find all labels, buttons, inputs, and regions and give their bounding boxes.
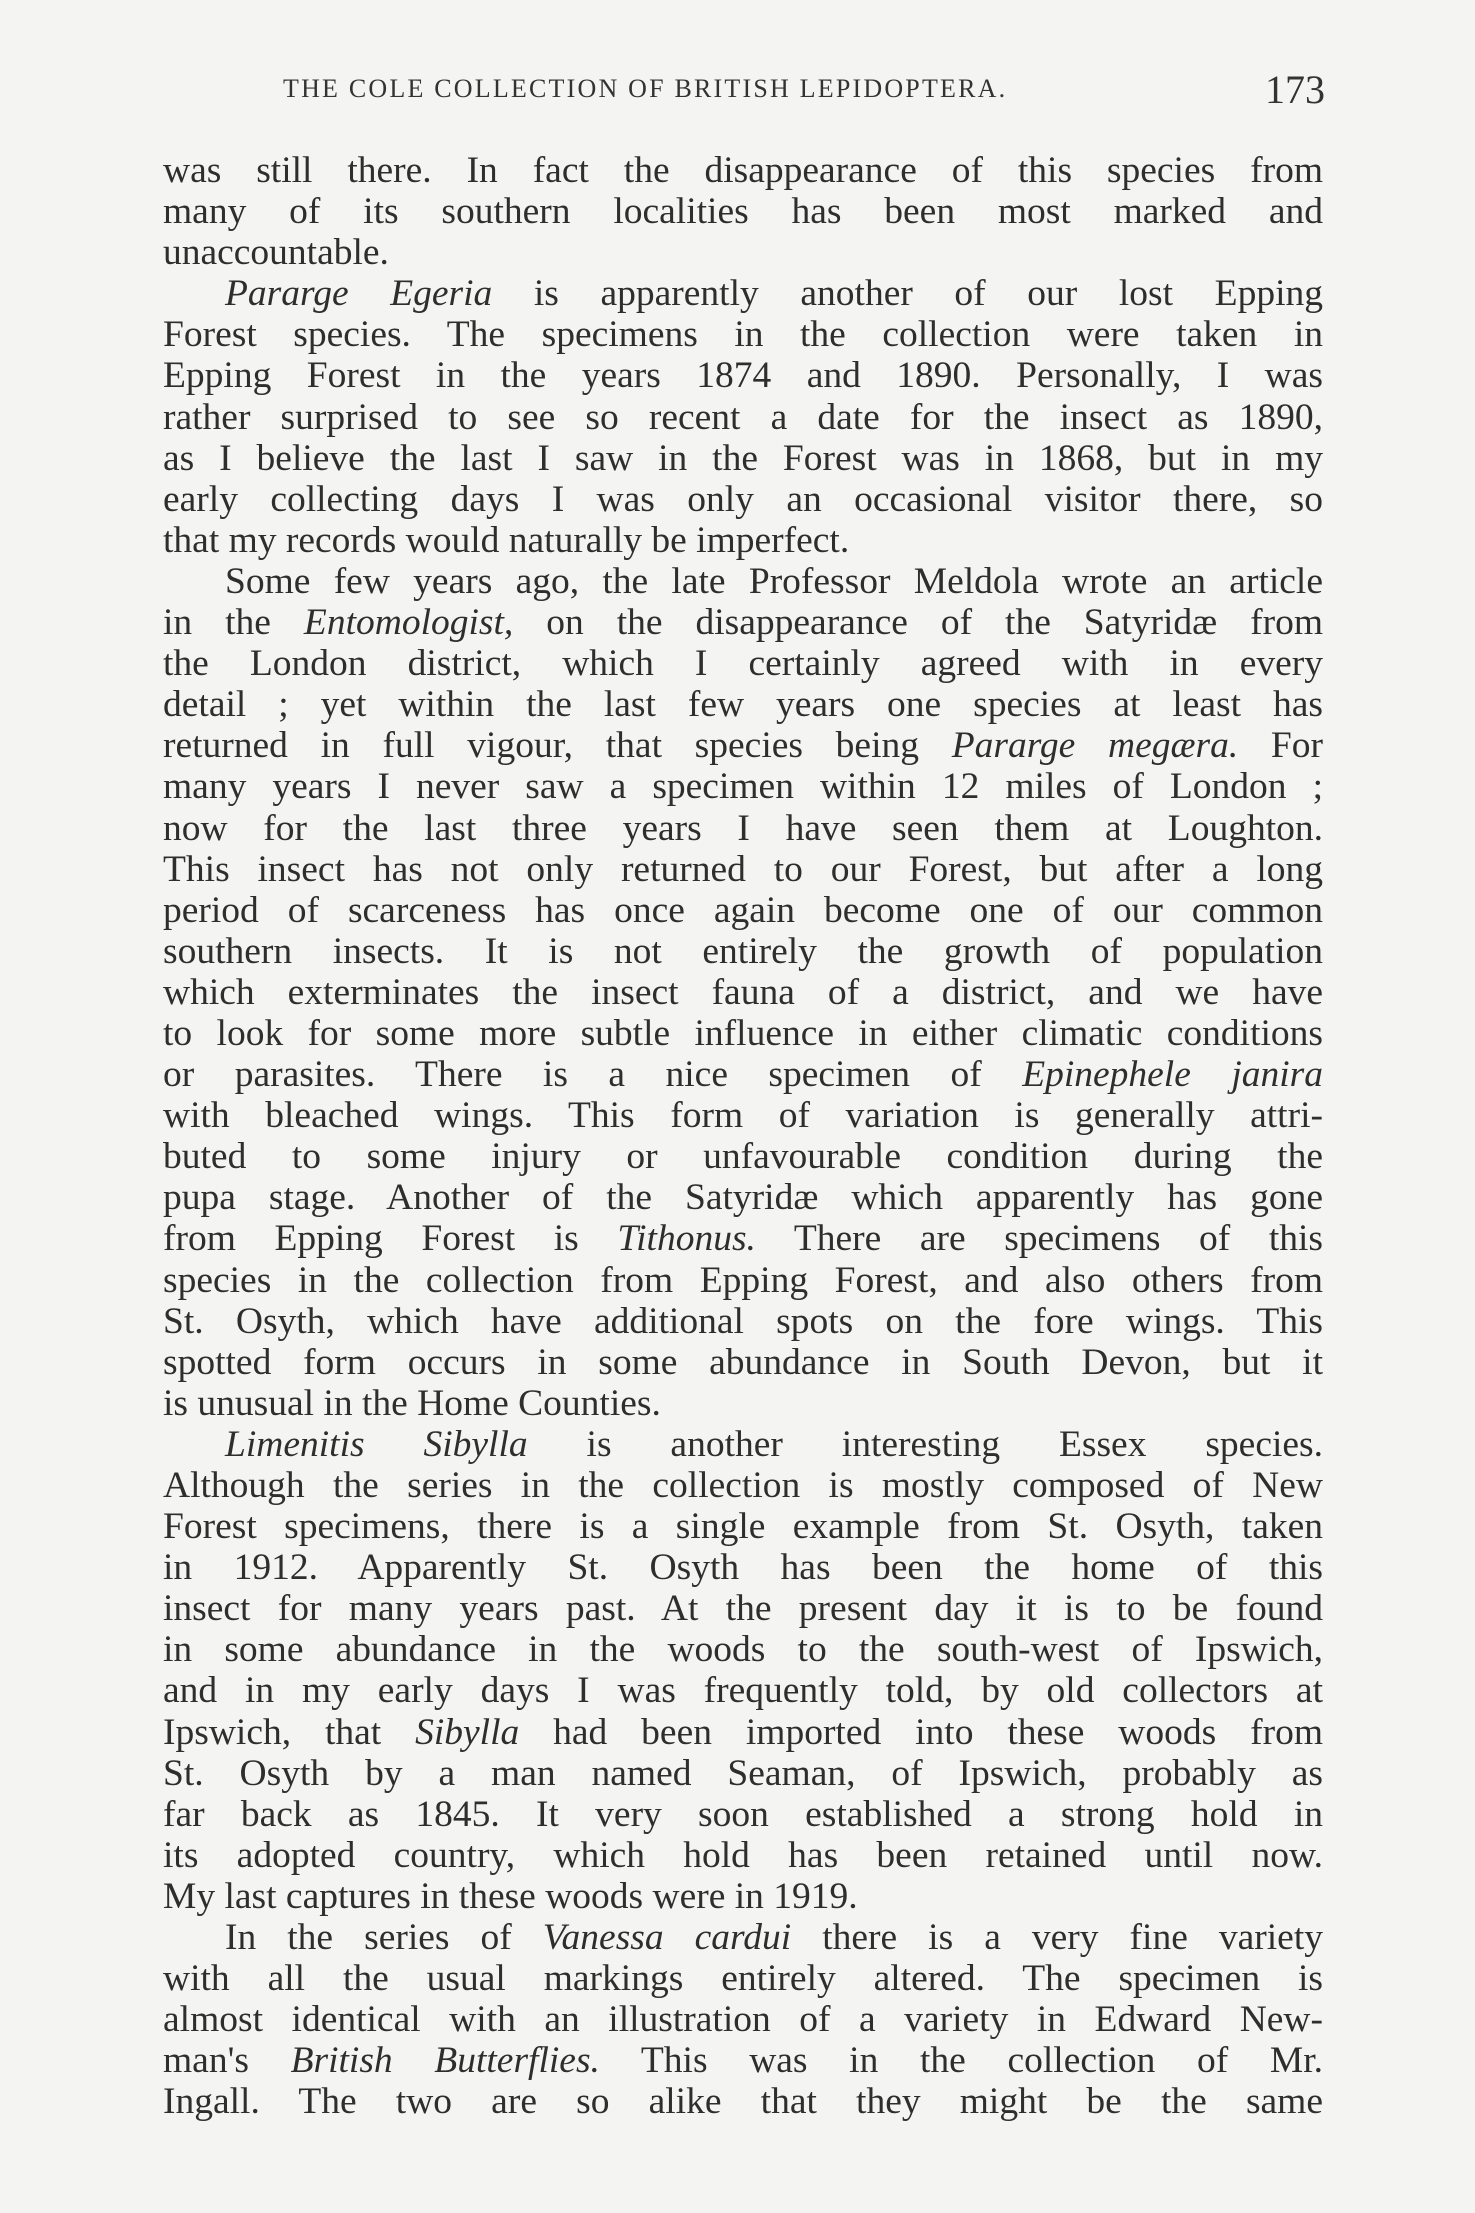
text-line: southern insects. It is not entirely the growth of population bbox=[163, 930, 1323, 972]
book-title: British Butterflies. bbox=[290, 2040, 600, 2082]
text-line: insect for many years past. At the present day it is to be found bbox=[163, 1588, 1323, 1630]
page-number: 173 bbox=[1265, 67, 1325, 112]
text-line: man's British Butterflies. This was in the collection of Mr. bbox=[163, 2040, 1323, 2082]
body-text bbox=[163, 150, 1323, 2123]
text-line: pupa stage. Another of the Satyridæ which apparently has gone bbox=[163, 1177, 1323, 1219]
text-line: in the Entomologist, on the disappearance of the Satyridæ from bbox=[163, 602, 1323, 644]
text-line: or parasites. There is a nice specimen of Epinephele janira bbox=[163, 1054, 1324, 1096]
text-line: My last captures in these woods were in 1919. bbox=[163, 1875, 858, 1917]
text-line: Some few years ago, the late Professor Meldola wrote an article bbox=[225, 560, 1323, 602]
text-line: detail ; yet within the last few years one species at least has bbox=[163, 684, 1323, 726]
text-line: This insect has not only returned to our Forest, but after a long bbox=[163, 848, 1323, 890]
text-line: from Epping Forest is Tithonus. There are specimens of this bbox=[163, 1218, 1323, 1260]
text-line: Although the series in the collection is mostly composed of New bbox=[163, 1465, 1323, 1506]
text-line: Forest specimens, there is a single example from St. Osyth, taken bbox=[163, 1506, 1323, 1548]
text-line: spotted form occurs in some abundance in South Devon, but it bbox=[163, 1341, 1323, 1383]
text-line: now for the last three years I have seen them at Loughton. bbox=[163, 807, 1323, 849]
species-name: Limenitis Sibylla bbox=[225, 1423, 528, 1465]
text-line: with all the usual markings entirely altered. The specimen is bbox=[163, 1958, 1323, 2000]
text-line: to look for some more subtle influence in either climatic conditions bbox=[163, 1012, 1323, 1054]
text-line: species in the collection from Epping Forest, and also others from bbox=[163, 1259, 1323, 1301]
species-name: Tithonus. bbox=[617, 1218, 756, 1260]
text-line: as I believe the last I saw in the Forest was in 1868, but in my bbox=[163, 437, 1323, 479]
text-line: its adopted country, which hold has been retained until now. bbox=[163, 1834, 1323, 1876]
text-line: rather surprised to see so recent a date for the insect as 1890, bbox=[163, 396, 1323, 438]
species-name: Vanessa cardui bbox=[542, 1917, 792, 1959]
running-head bbox=[165, 67, 1325, 112]
text-line: which exterminates the insect fauna of a district, and we have bbox=[163, 971, 1323, 1013]
text-line: period of scarceness has once again become one of our common bbox=[163, 889, 1323, 931]
text-line: far back as 1845. It very soon established a strong hold in bbox=[163, 1793, 1323, 1835]
text-line: is unusual in the Home Counties. bbox=[163, 1382, 661, 1424]
species-name: Pararge Egeria bbox=[225, 273, 493, 315]
text-line: St. Osyth by a man named Seaman, of Ipswich, probably as bbox=[163, 1752, 1323, 1794]
text-line: Ingall. The two are so alike that they might be the same bbox=[163, 2081, 1323, 2123]
text-line: Pararge Egeria is apparently another of our lost Epping bbox=[225, 273, 1323, 315]
species-name: Pararge megæra. bbox=[951, 725, 1239, 767]
journal-name: Entomologist, bbox=[303, 602, 514, 644]
text-line: St. Osyth, which have additional spots on the fore wings. This bbox=[163, 1300, 1323, 1342]
text-line: with bleached wings. This form of variation is generally attri- bbox=[163, 1095, 1323, 1137]
text-line: Ipswich, that Sibylla had been imported into these woods from bbox=[163, 1711, 1323, 1753]
text-line: and in my early days I was frequently told, by old collectors at bbox=[163, 1670, 1323, 1712]
text-line: Epping Forest in the years 1874 and 1890. Personally, I was bbox=[163, 355, 1323, 397]
text-line: in some abundance in the woods to the south-west of Ipswich, bbox=[163, 1629, 1323, 1671]
text-line: almost identical with an illustration of a variety in Edward New- bbox=[163, 1999, 1323, 2041]
text-line: many of its southern localities has been most marked and bbox=[163, 191, 1323, 233]
text-line: buted to some injury or unfavourable condition during the bbox=[163, 1136, 1323, 1178]
text-line: early collecting days I was only an occasional visitor there, so bbox=[163, 478, 1323, 520]
text-line: Forest species. The specimens in the collection were taken in bbox=[163, 314, 1323, 356]
text-line: was still there. In fact the disappearance of this species from bbox=[163, 150, 1323, 191]
text-line: returned in full vigour, that species being Pararge megæra. For bbox=[163, 725, 1324, 767]
text-line: that my records would naturally be imperfect. bbox=[163, 519, 850, 561]
species-name: Sibylla bbox=[415, 1711, 520, 1753]
text-line: In the series of Vanessa cardui there is a very fine variety bbox=[225, 1917, 1323, 1959]
text-line: many years I never saw a specimen within 12 miles of London ; bbox=[163, 766, 1323, 808]
text-line: in 1912. Apparently St. Osyth has been the home of this bbox=[163, 1547, 1323, 1589]
text-line: unaccountable. bbox=[163, 232, 389, 274]
species-name: Epinephele janira bbox=[1022, 1054, 1324, 1096]
text-line: the London district, which I certainly agreed with in every bbox=[163, 643, 1323, 685]
text-line: Limenitis Sibylla is another interesting Essex species. bbox=[225, 1423, 1323, 1465]
running-title: THE COLE COLLECTION OF BRITISH LEPIDOPTERA. bbox=[283, 74, 1008, 103]
